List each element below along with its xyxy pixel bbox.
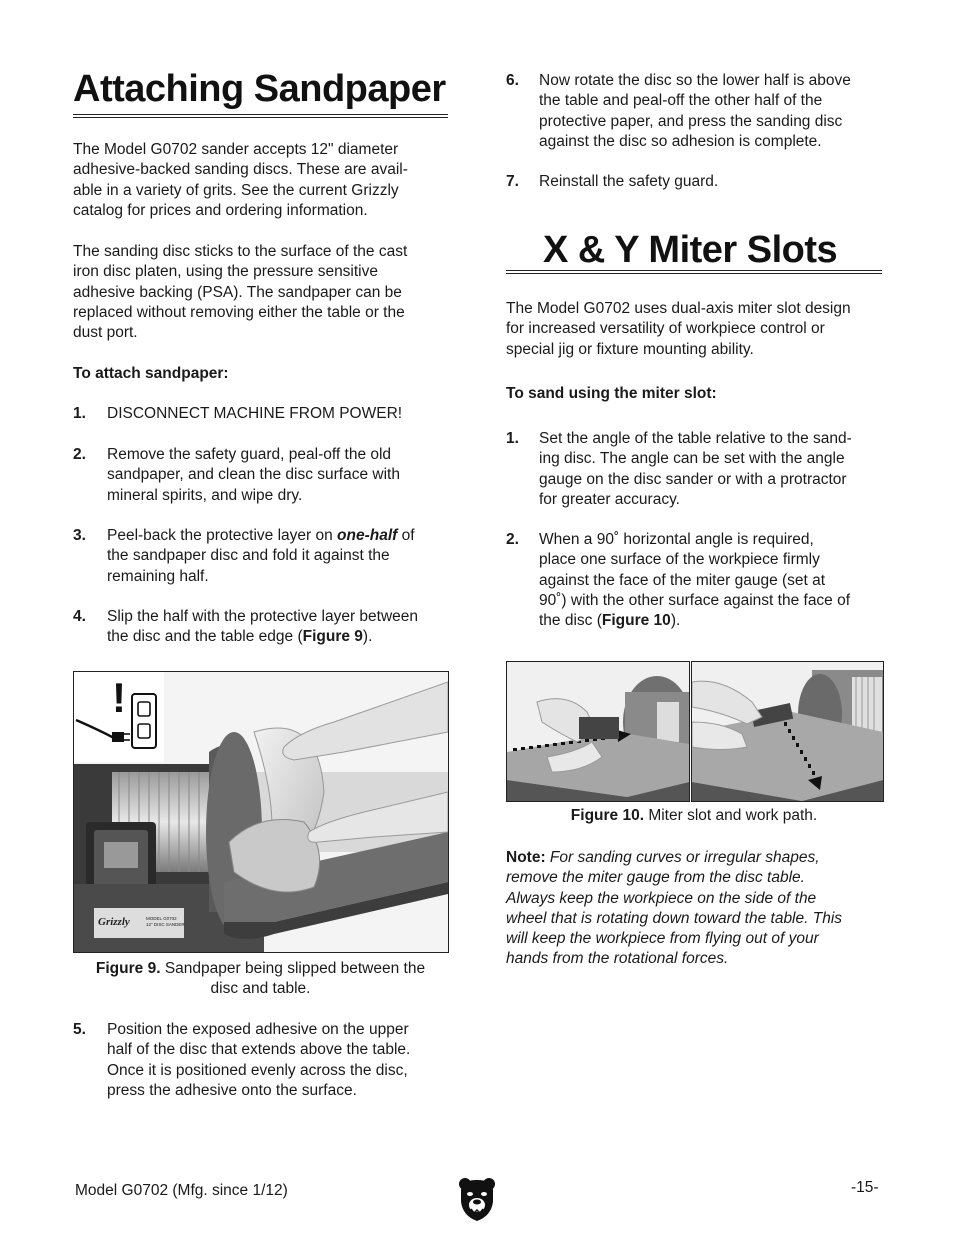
- title-rule: [506, 270, 882, 274]
- text-line: special jig or fixture mounting ability.: [506, 340, 754, 358]
- section-title-miter-slots: X & Y Miter Slots: [543, 229, 838, 271]
- text-line: protective paper, and press the sanding disc: [539, 112, 843, 130]
- note-text: Always keep the workpiece on the side of the: [506, 889, 817, 907]
- note-text: will keep the workpiece from flying out of your: [506, 930, 819, 948]
- step-text: [107, 607, 448, 648]
- alert-glyph: !: [112, 674, 126, 721]
- text-line: for increased versatility of workpiece control or: [506, 320, 825, 338]
- text-line: Reinstall the safety guard.: [539, 173, 719, 190]
- text-run: the disc and the table edge (: [107, 628, 303, 646]
- caption-label: Figure 9.: [95, 960, 161, 977]
- emphasis-text: one-half: [337, 527, 398, 544]
- machine-plate-line2: 12" DISC SANDER: [146, 922, 185, 927]
- miter-intro-paragraph: [506, 299, 882, 360]
- caption-text: Sandpaper being slipped between the: [160, 960, 426, 977]
- text-line: the sandpaper disc and fold it against the: [107, 547, 390, 565]
- title-rule: [73, 114, 448, 118]
- text-line: [506, 848, 882, 868]
- text-run: Peel-back the protective layer on: [107, 527, 338, 544]
- text-line: [107, 627, 448, 647]
- text-line: iron disc platen, using the pressure sensitive: [73, 263, 378, 281]
- note-text: remove the miter gauge from the disc table.: [506, 869, 805, 887]
- text-line: Set the angle of the table relative to the sand-: [539, 430, 852, 447]
- text-line: remaining half.: [107, 567, 209, 585]
- step-number: 7.: [506, 173, 519, 190]
- figure-9-image: [73, 671, 449, 953]
- text-run: ).: [362, 628, 373, 646]
- figure-10-caption: [506, 806, 882, 826]
- figure-reference: Figure 10: [601, 612, 671, 630]
- step-number: 2.: [506, 531, 519, 548]
- footer-model-info: Model G0702 (Mfg. since 1/12): [75, 1182, 288, 1199]
- text-line: The Model G0702 uses dual-axis miter slot design: [506, 300, 851, 317]
- figure-10-image-left: [506, 661, 690, 802]
- text-line: ing disc. The angle can be set with the angle: [539, 450, 845, 468]
- note-paragraph: [506, 848, 882, 970]
- caption-label: Figure 10.: [570, 807, 645, 824]
- text-line: press the adhesive onto the surface.: [107, 1081, 357, 1099]
- text-line: place one surface of the workpiece firmly: [539, 551, 820, 569]
- figure-10-illustration-left: [507, 662, 689, 801]
- step-text: [107, 1020, 448, 1101]
- grizzly-bear-logo-icon: [457, 1176, 497, 1222]
- caption-line: disc and table.: [210, 980, 311, 998]
- text-line: Remove the safety guard, peal-off the old: [107, 446, 392, 463]
- step-text: [107, 404, 448, 424]
- caption-text: Miter slot and work path.: [644, 807, 818, 824]
- text-line: against the disc so adhesion is complete.: [539, 132, 822, 150]
- machine-brand-label: Grizzly: [98, 916, 130, 928]
- text-line: Now rotate the disc so the lower half is above: [539, 72, 851, 89]
- text-line: half of the disc that extends above the table.: [107, 1041, 411, 1059]
- note-text: For sanding curves or irregular shapes,: [545, 849, 820, 866]
- text-line: DISCONNECT MACHINE FROM POWER!: [107, 405, 403, 422]
- text-line: against the face of the miter gauge (set at: [539, 571, 826, 589]
- procedure-heading: To attach sandpaper:: [73, 365, 229, 382]
- step-number: 1.: [506, 430, 519, 447]
- text-line: gauge on the disc sander or with a protractor: [539, 470, 847, 488]
- text-line: the table and peal-off the other half of the: [539, 92, 823, 110]
- text-line: replaced without removing either the table or the: [73, 303, 405, 321]
- step-text: [539, 71, 882, 152]
- text-line: catalog for prices and ordering information.: [73, 201, 368, 219]
- page-number: -15-: [851, 1179, 879, 1196]
- step-number: 2.: [73, 446, 86, 463]
- step-number: 3.: [73, 527, 86, 544]
- text-line: The sanding disc sticks to the surface of the cast: [73, 243, 408, 260]
- text-line: Once it is positioned evenly across the disc,: [107, 1061, 408, 1079]
- note-text: wheel that is rotating down toward the table. This: [506, 909, 843, 927]
- note-text: hands from the rotational forces.: [506, 950, 729, 968]
- intro-paragraph-1: [73, 140, 448, 221]
- text-run: ).: [670, 612, 681, 630]
- procedure-heading: To sand using the miter slot:: [506, 385, 717, 402]
- text-line: able in a variety of grits. See the current Grizzly: [73, 181, 399, 199]
- note-label: Note:: [506, 849, 546, 866]
- step-text: [539, 172, 882, 192]
- text-line: sandpaper, and clean the disc surface with: [107, 466, 400, 484]
- figure-10-image-right: [691, 661, 884, 802]
- figure-reference: Figure 9: [302, 628, 363, 646]
- step-text: [107, 445, 448, 506]
- text-line: 90˚) with the other surface against the face of: [539, 591, 851, 609]
- step-text: [539, 429, 882, 510]
- text-line: for greater accuracy.: [539, 490, 680, 508]
- text-line: adhesive-backed sanding discs. These are avail-: [73, 161, 408, 179]
- text-line: dust port.: [73, 324, 138, 342]
- text-line: Position the exposed adhesive on the upper: [107, 1021, 409, 1038]
- figure-9-illustration: [74, 672, 448, 952]
- page-title-attaching-sandpaper: Attaching Sandpaper: [73, 68, 446, 110]
- text-line: [107, 526, 448, 546]
- text-line: Slip the half with the protective layer between: [107, 608, 419, 625]
- step-number: 5.: [73, 1021, 86, 1038]
- intro-paragraph-2: [73, 242, 448, 343]
- text-line: When a 90˚ horizontal angle is required,: [539, 531, 814, 548]
- step-number: 6.: [506, 72, 519, 89]
- step-number: 4.: [73, 608, 86, 625]
- text-line: mineral spirits, and wipe dry.: [107, 486, 303, 504]
- step-text: [539, 530, 882, 631]
- caption-line: [73, 959, 448, 979]
- text-line: [539, 611, 882, 631]
- figure-10-illustration-right: [692, 662, 883, 801]
- figure-9-caption: [73, 959, 448, 1000]
- text-run: of: [397, 527, 415, 544]
- text-line: The Model G0702 sander accepts 12" diameter: [73, 141, 399, 158]
- machine-plate-line1: MODEL G0702: [146, 916, 177, 921]
- step-text: [107, 526, 448, 587]
- text-line: adhesive backing (PSA). The sandpaper can be: [73, 283, 402, 301]
- step-number: 1.: [73, 405, 86, 422]
- text-run: the disc (: [539, 612, 602, 630]
